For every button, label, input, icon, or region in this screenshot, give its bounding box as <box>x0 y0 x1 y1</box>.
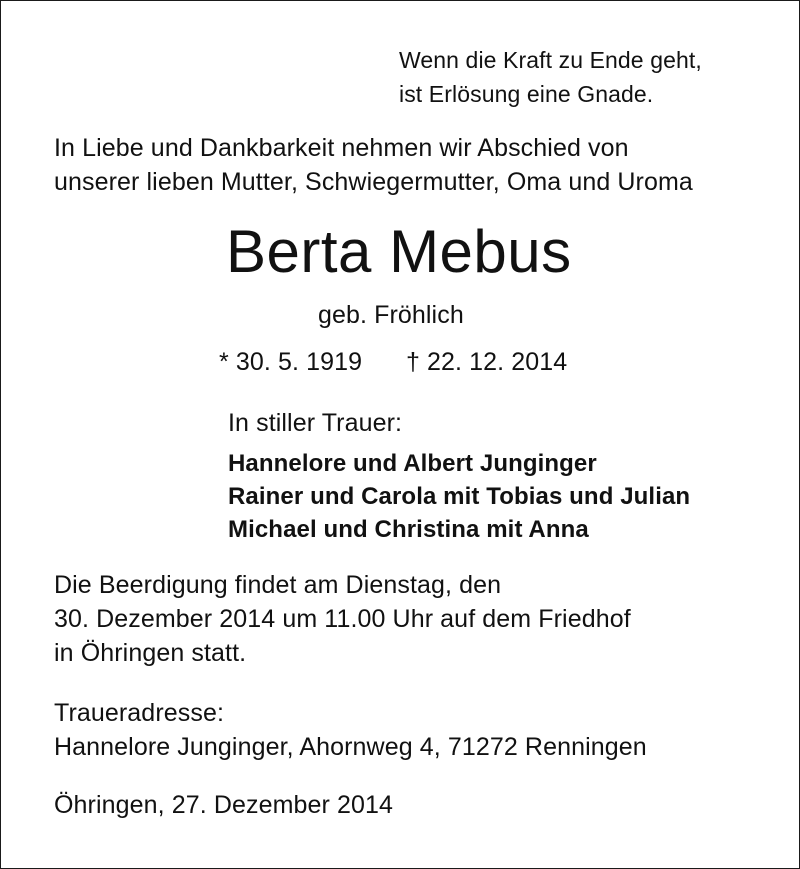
deceased-name: Berta Mebus <box>226 218 572 285</box>
mourner-line-1: Hannelore und Albert Junginger <box>228 450 597 477</box>
death-date: † 22. 12. 2014 <box>406 348 568 376</box>
motto-line-2: ist Erlösung eine Gnade. <box>399 81 654 107</box>
place-date: Öhringen, 27. Dezember 2014 <box>54 791 394 819</box>
address-label: Traueradresse: <box>54 699 224 727</box>
funeral-line-1: Die Beerdigung findet am Dienstag, den <box>54 571 502 599</box>
address-value: Hannelore Junginger, Ahornweg 4, 71272 Renningen <box>54 733 647 761</box>
mourner-line-3: Michael und Christina mit Anna <box>228 516 589 543</box>
birth-name: geb. Fröhlich <box>318 301 464 329</box>
birth-date: * 30. 5. 1919 <box>219 348 363 376</box>
mourner-line-2: Rainer und Carola mit Tobias und Julian <box>228 483 691 510</box>
intro-line-1: In Liebe und Dankbarkeit nehmen wir Abschied von <box>54 134 629 162</box>
intro-line-2: unserer lieben Mutter, Schwiegermutter, Oma und Uroma <box>54 168 693 196</box>
motto-line-1: Wenn die Kraft zu Ende geht, <box>399 47 702 73</box>
funeral-line-3: in Öhringen statt. <box>54 639 247 667</box>
funeral-line-2: 30. Dezember 2014 um 11.00 Uhr auf dem Friedhof <box>54 605 631 633</box>
mourners-heading: In stiller Trauer: <box>228 409 403 437</box>
